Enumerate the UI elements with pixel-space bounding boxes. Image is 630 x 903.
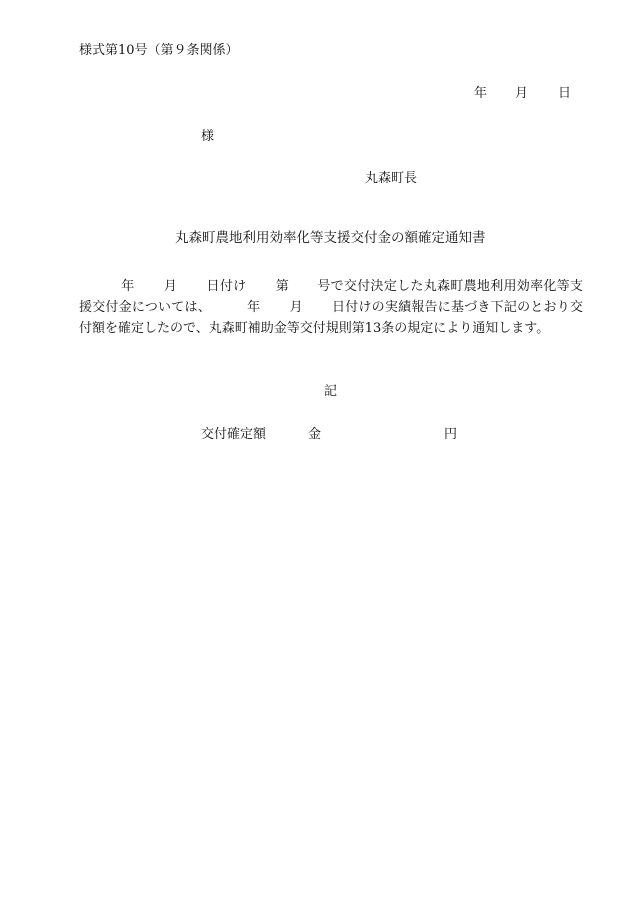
date-year-label: 年 <box>474 86 488 101</box>
body-day-2: 日付けの実績報告に基づき下記のとおり交付額を確定したので、丸森町補助金等交付規則第13条の規定により通知します。 <box>79 300 583 336</box>
notice-body <box>79 276 583 339</box>
sender-name: 丸森町長 <box>365 171 418 186</box>
form-number: 様式第10号（第９条関係） <box>79 43 239 58</box>
amount-suffix: 円 <box>444 427 458 442</box>
body-month-2: 月 <box>289 300 303 315</box>
date-month-label: 月 <box>515 86 529 101</box>
body-day-1: 日付け <box>206 279 247 294</box>
ki-heading: 記 <box>324 384 338 399</box>
document-title: 丸森町農地利用効率化等支援交付金の額確定通知書 <box>175 230 486 246</box>
body-number-suffix: 号で交付決定した丸森町農地利用効率化等支援交付金については、 <box>79 279 583 315</box>
amount-prefix: 金 <box>308 427 322 442</box>
body-year-2: 年 <box>246 300 261 315</box>
issue-date <box>474 86 572 102</box>
date-day-label: 日 <box>558 86 572 101</box>
body-number-prefix: 第 <box>275 279 290 294</box>
amount-row <box>201 427 457 443</box>
body-month-1: 月 <box>163 279 178 294</box>
amount-label: 交付確定額 <box>201 427 267 442</box>
addressee-honorific: 様 <box>201 129 215 144</box>
body-year-1: 年 <box>121 279 135 294</box>
